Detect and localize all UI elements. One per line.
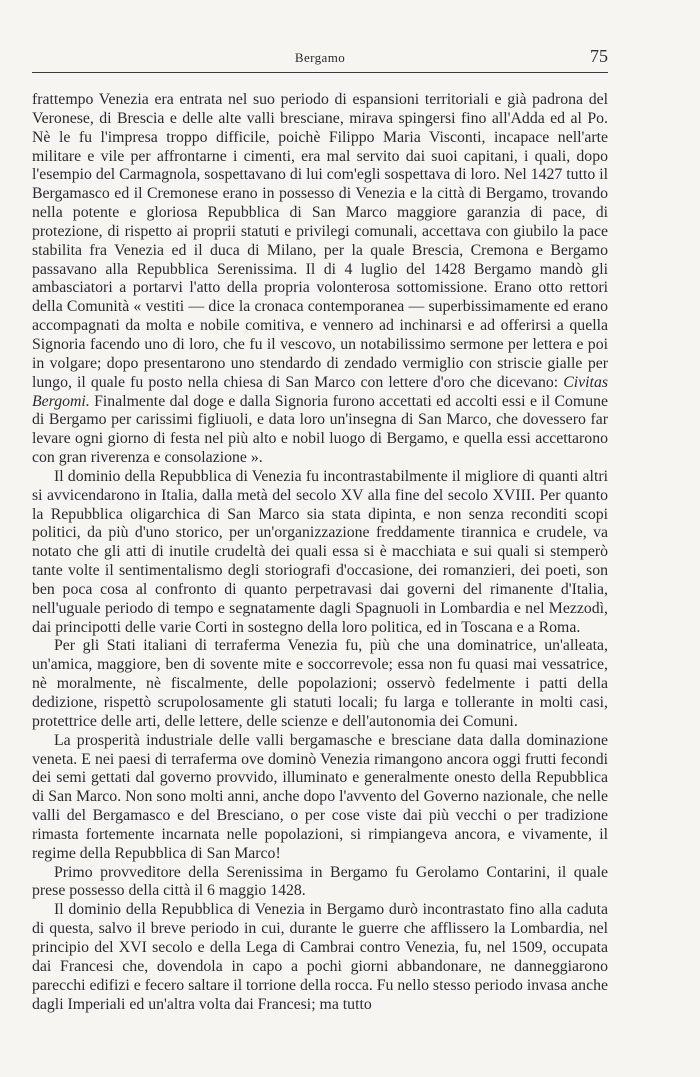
paragraph: La prosperità industriale delle valli bergamasche e bresciane data dalla dominazione veneta. E nei paesi di terraferma ove dominò Venezia rimangono ancora oggi frutti fecondi dei semi gettati dal governo provvido, illuminato e generalmente onesto della Repubblica di San Marco. Non sono molti anni, anche dopo l'avvento del Governo nazionale, che nelle valli del Bergamasco e del Bresciano, o per cose viste dai più vecchi o per tradizione rimasta fortemente incarnata nelle popolazioni, si rimpiangeva ancora, e vivamente, il regime della Repubblica di San Marco! <box>32 731 608 862</box>
running-title: Bergamo <box>294 50 346 65</box>
paragraph <box>32 91 608 468</box>
page-number: 75 <box>590 46 608 66</box>
italic-inscription: Civitas Bergomi. <box>32 373 608 410</box>
body-text <box>32 91 608 1014</box>
paragraph: Primo provveditore della Serenissima in Bergamo fu Gerolamo Contarini, il quale prese possesso della città il 6 maggio 1428. <box>32 863 608 900</box>
paragraph-text: Finalmente dal doge e dalla Signoria furono accettati ed accolti essi e il Comune di Bergamo per carissimi figliuoli, e data loro un'insegna di San Marco, che dovessero far levare ogni giorno di festa nel più alto e nobil luogo di Bergamo, e quella essi accettarono con gran riverenza e consolazione ». <box>32 392 608 467</box>
paragraph-text: frattempo Venezia era entrata nel suo periodo di espansioni territoriali e già padrona del Veronese, di Brescia e delle alte valli bresciane, mirava spingersi fino all'Adda ed al Po. Nè le fu l'impresa troppo difficile, poichè Filippo Maria Visconti, incapace nell'arte militare e vile per affrontarne i cimenti, era mal servito dai suoi capitani, i quali, dopo l'esempio del Carmagnola, sospettavano di lui com'egli sospettava di loro. Nel 1427 tutto il Bergamasco ed il Cremonese erano in possesso di Venezia e la città di Bergamo, trovando nella potente e gloriosa Repubblica di San Marco maggiore garanzia di pace, di protezione, di rispetto ai proprii statuti e privilegi comunali, accettava con giubilo la pace stabilita fra Venezia ed il duca di Milano, per la quale Brescia, Cremona e Bergamo passavano alla Repubblica Serenissima. Il di 4 luglio del 1428 Bergamo mandò gli ambasciatori a portarvi l'atto della propria volonterosa sottomissione. Erano otto rettori della Comunità « vestiti — dice la cronaca contemporanea — superbissimamente ed erano accompagnati da molta e nobile comitiva, e vennero ad inchinarsi e ad offerirsi a quella Signoria facendo uno di loro, che fu il vescovo, un notabilissimo sermone per lettera e poi in volgare; dopo presentarono uno stendardo di zendado vermiglio con striscie gialle per lungo, il quale fu posto nella chiesa di San Marco con lettere d'oro che dicevano: <box>32 91 608 391</box>
paragraph: Il dominio della Repubblica di Venezia in Bergamo durò incontrastato fino alla caduta di questa, salvo il breve periodo in cui, durante le guerre che afflissero la Lombardia, nel principio del XVI secolo e della Lega di Cambrai contro Venezia, fu, nel 1509, occupata dai Francesi che, dovendola in capo a pochi giorni abbandonare, ne danneggiarono parecchi edifizi e fecero saltare il torrione della rocca. Fu nello stesso periodo invasa anche dagli Imperiali ed un'altra volta dai Francesi; ma tutto <box>32 901 608 1013</box>
paragraph: Per gli Stati italiani di terraferma Venezia fu, più che una dominatrice, un'alleata, un'amica, maggiore, ben di sovente mite e soccorrevole; essa non fu quasi mai vessatrice, nè moralmente, nè fiscalmente, delle popolazioni; osservò fedelmente i patti della dedizione, rispettò scrupolosamente gli statuti locali; fu larga e tollerante in molti casi, protettrice delle arti, delle lettere, delle scienze e dell'autonomia dei Comuni. <box>32 637 608 730</box>
page-header <box>32 46 608 73</box>
paragraph: Il dominio della Repubblica di Venezia fu incontrastabilmente il migliore di quanti altri si avvicendarono in Italia, dalla metà del secolo XV alla fine del secolo XVIII. Per quanto la Repubblica oligarchica di San Marco sia stata dipinta, e non senza reconditi scopi politici, da più d'uno storico, per un'organizzazione freddamente tirannica e crudele, va notato che gli atti di inutile crudeltà dei quali essa si è macchiata e sui quali si stemperò tante volte il sentimentalismo degli storiografi d'occasione, dei romanzieri, dei poeti, son ben poca cosa al confronto di quanto perpetravasi dai governi del rimanente d'Italia, nell'uguale periodo di tempo e segnatamente dagli Spagnuoli in Lombardia e nel Mezzodì, dai principotti delle varie Corti in sostegno della loro politica, ed in Toscana e a Roma. <box>32 467 608 636</box>
